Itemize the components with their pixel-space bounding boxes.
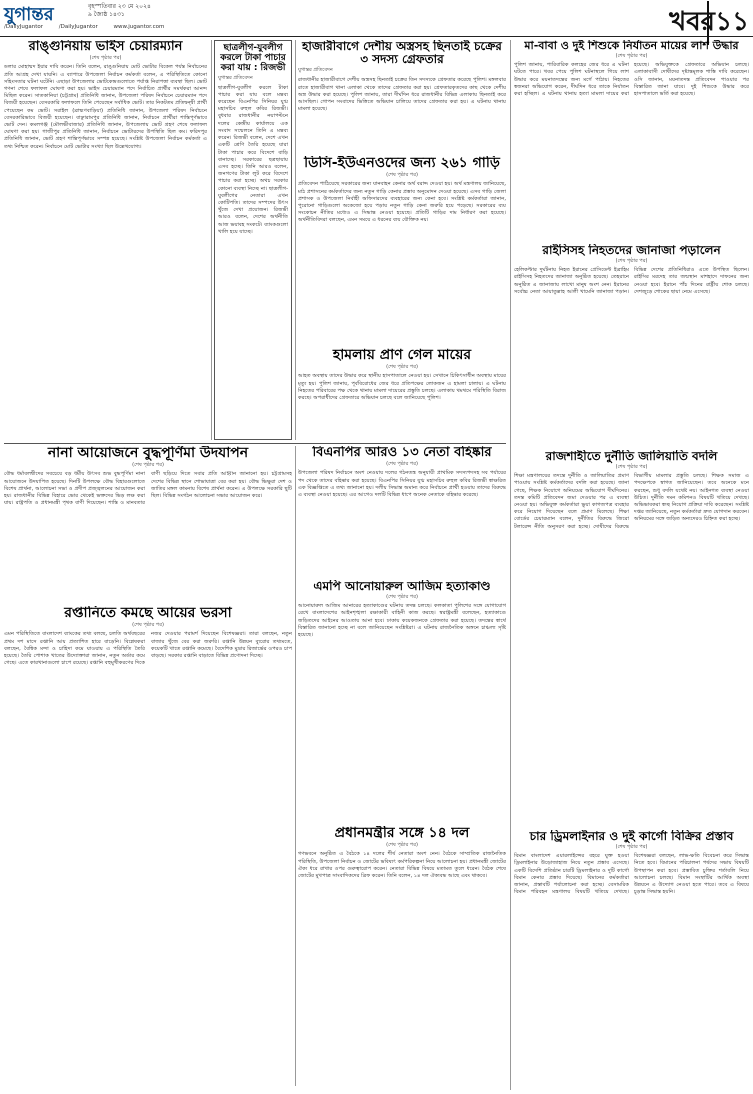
body: রাজধানীর হাজারীবাগে দেশীয় অস্ত্রসহ ছিনতাই চক্রের তিন সদস্যকে গ্রেফতার করেছে পুলিশ। মঙ্গলবার রাতে হাজারীবাগ থানা এলাকা থেকে তাদের গ্রেফতার করা হয়। গ্রেফতারকৃতদের কাছ থেকে দেশীয় অস্ত্র উদ্ধার করা হয়েছে। পুলিশ জানায়, তারা দীর্ঘদিন ধরে রাজধানীর বিভিন্ন এলাকায় ছিনতাই করে আসছিল। গোপন সংবাদের ভিত্তিতে অভিযান চালিয়ে তাদের গ্রেফতার করা হয়। এ ঘটনায় থানায় মামলা হয়েছে।: [298, 77, 506, 113]
headline: বিএনপির আরও ১৩ নেতা বহিষ্কার: [312, 446, 492, 460]
continuation: (শেষ পৃষ্ঠার পর): [386, 594, 418, 601]
column-rule: [510, 40, 511, 1090]
article-buddha-purnima: [4, 446, 292, 600]
body: আহত অবস্থায় তাদের উদ্ধার করে স্থানীয় হাসপাতালে নেওয়া হয়। সেখানে চিকিৎসাধীন অবস্থায় মায়ের মৃত্যু হয়। পুলিশ জানায়, পূর্ববিরোধের জের ধরে প্রতিপক্ষের লোকজন এ হামলা চালায়। এ ঘটনায় নিহতের পরিবারের পক্ষ থেকে থানায় মামলা দায়েরের প্রস্তুতি চলছে। এলাকায় থমথমে পরিস্থিতি বিরাজ করছে। অপরাধীদের গ্রেফতারে অভিযান চলছে বলে জানিয়েছে পুলিশ।: [298, 373, 506, 401]
article-chhatraleague: [214, 40, 292, 440]
column-rule: [295, 446, 296, 1086]
article-rangunia: [4, 40, 207, 440]
headline: নানা আয়োজনে বুদ্ধপূর্ণিমা উদযাপন: [47, 446, 249, 461]
headline: রাঙ্গুনিয়ায় ভাইস চেয়ারম্যান: [28, 40, 183, 54]
body: ছাত্রলীগ-যুবলীগ করলে টাকা পাচার করা যায় বলে মন্তব্য করেছেন বিএনপির সিনিয়র যুগ্ম মহাসচিব রুহুল কবির রিজভী। বুধবার রাজধানীর নয়াপল্টনে দলের কেন্দ্রীয় কার্যালয়ে এক সংবাদ সম্মেলনে তিনি এ মন্তব্য করেন। রিজভী বলেন, দেশে এখন একটি শ্রেণি তৈরি হয়েছে যারা টাকা পাচার করে বিদেশে বাড়ি বানাচ্ছে। সরকারের ছত্রছায়ায় এসব হচ্ছে। তিনি আরও বলেন, জনগণের টাকা লুট করে বিদেশে পাচার করা হচ্ছে। অথচ সরকার কোনো ব্যবস্থা নিচ্ছে না। ছাত্রলীগ-যুবলীগের নেতারা এখন কোটিপতি। তাদের সম্পদের উৎস খুঁজে দেখা প্রয়োজন। রিজভী আরও বলেন, দেশের অর্থনীতি আজ ভয়াবহ সংকটে। ব্যাংকগুলো খালি হয়ে যাচ্ছে।: [218, 84, 288, 235]
column-rule: [211, 40, 212, 440]
article-mp-azim: [298, 580, 506, 750]
headline: মা-বাবা ও দুই শিশুকে নির্যাতন মায়ের লাশ উদ্ধার: [524, 40, 739, 52]
headline: রাজশাহীতে দুর্নীতি জালিয়াতি বদলি: [545, 450, 718, 463]
column-rule: [295, 40, 296, 440]
body: এমন পরিস্থিতিতে বাংলাদেশ ব্যাংকের তথ্য বলছে, চলতি অর্থবছরের প্রথম দশ মাসে রপ্তানি আয় প্রত্যাশিত হারে বাড়েনি। বিশ্লেষকরা বলছেন, বৈশ্বিক মন্দা ও চাহিদা কমে যাওয়ায় এ পরিস্থিতি তৈরি হয়েছে। তৈরি পোশাক খাতের উদ্যোক্তারা জানান, নতুন অর্ডার কমে গেছে। এতে কারখানাগুলো চাপে রয়েছে। রপ্তানি বহুমুখীকরণের দিকে নজর দেওয়ার পরামর্শ দিয়েছেন বিশেষজ্ঞরা। তারা বলছেন, নতুন বাজার খুঁজে বের করা জরুরি। রপ্তানি উন্নয়ন ব্যুরোর তথ্যমতে, কয়েকটি খাতে রপ্তানি কমেছে। বৈদেশিক মুদ্রার রিজার্ভের ওপরও চাপ বাড়ছে। সরকার রপ্তানি বাড়াতে বিভিন্ন প্রণোদনা দিচ্ছে।: [4, 631, 292, 667]
body: শিক্ষা মন্ত্রণালয়ের তদন্তে দুর্নীতি ও জালিয়াতির প্রমাণ পাওয়ায় সংশ্লিষ্ট কর্মকর্তাদের বদলি করা হয়েছে। জানা গেছে, শিক্ষক নিয়োগে অনিয়মের অভিযোগ দীর্ঘদিনের। তদন্ত কমিটি প্রতিবেদন জমা দেওয়ার পর এ ব্যবস্থা নেওয়া হয়। অভিযুক্ত কর্মকর্তারা ভুয়া কাগজপত্র ব্যবহার করে নিয়োগ দিয়েছেন বলে প্রমাণ মিলেছে। শিক্ষা বোর্ডের চেয়ারম্যান বলেন, দুর্নীতির বিরুদ্ধে জিরো টলারেন্স নীতি অনুসরণ করা হচ্ছে। দোষীদের বিরুদ্ধে বিভাগীয় মামলার প্রস্তুতি চলছে। শিক্ষক সমাজ এ পদক্ষেপকে স্বাগত জানিয়েছেন। তবে অনেকে মনে করছেন, শুধু বদলি যথেষ্ট নয়। আইনগত ব্যবস্থা নেওয়া উচিত। দুর্নীতি দমন কমিশনও বিষয়টি খতিয়ে দেখছে। অভিভাবকরা স্বচ্ছ নিয়োগ প্রক্রিয়া দাবি করেছেন। সংশ্লিষ্ট দপ্তর জানিয়েছে, নতুন কর্মকর্তারা দ্রুত যোগদান করবেন। অনিয়মের সঙ্গে জড়িত অন্যদেরও চিহ্নিত করা হচ্ছে।: [514, 473, 749, 530]
continuation: (শেষ পৃষ্ঠার পর): [615, 258, 648, 265]
headline: চার ড্রিমলাইনার ও দুই কার্গো বিক্রির প্রস্তাব: [529, 830, 734, 843]
body: বিমান বাংলাদেশ এয়ারলাইন্সের বহরে যুক্ত হওয়া ড্রিমলাইনার উড়োজাহাজ নিয়ে নতুন প্রস্তাব এসেছে। একটি বিদেশি প্রতিষ্ঠান চারটি ড্রিমলাইনার ও দুটি কার্গো বিমান কেনার প্রস্তাব দিয়েছে। বিমানের কর্মকর্তারা জানান, প্রস্তাবটি পর্যালোচনা করা হচ্ছে। বেসামরিক বিমান পরিবহন মন্ত্রণালয় বিষয়টি খতিয়ে দেখছে। বিশেষজ্ঞরা বলছেন, লাভ-ক্ষতি বিবেচনা করে সিদ্ধান্ত নিতে হবে। বিমানের পরিচালনা পর্ষদের সভায় বিষয়টি উপস্থাপন করা হবে। প্রস্তাবিত চুক্তির শর্তাবলি নিয়ে আলোচনা চলছে। বিমান সংস্থাটির আর্থিক অবস্থা উন্নয়নে এ উদ্যোগ নেওয়া হতে পারে। তবে এ বিষয়ে চূড়ান্ত সিদ্ধান্ত হয়নি।: [514, 853, 749, 896]
article-dreamliner: [514, 830, 749, 1090]
headline: প্রধানমন্ত্রীর সঙ্গে ১৪ দল: [334, 826, 470, 841]
article-hamla: [298, 348, 506, 440]
article-bnp: [298, 446, 506, 576]
body: বৌদ্ধ ধর্মাবলম্বীদের সবচেয়ে বড় ধর্মীয় উৎসব শুভ বুদ্ধপূর্ণিমা নানা আয়োজনে উদযাপিত হয়েছে। দিনটি উপলক্ষে বৌদ্ধ বিহারগুলোতে বিশেষ প্রার্থনা, আলোচনা সভা ও প্রদীপ প্রজ্জ্বলনের আয়োজন করা হয়। রাজধানীর বিভিন্ন বিহারে ভোর থেকেই ভক্তদের ভিড় লক্ষ করা যায়। রাষ্ট্রপতি ও প্রধানমন্ত্রী পৃথক বাণী দিয়েছেন। শান্তি ও মানবতার বাণী ছড়িয়ে দিতে সবার প্রতি আহ্বান জানানো হয়। চট্টগ্রামসহ দেশের বিভিন্ন স্থানে শোভাযাত্রা বের করা হয়। বৌদ্ধ ভিক্ষুরা দেশ ও জাতির মঙ্গল কামনায় বিশেষ প্রার্থনা করেন। এ উপলক্ষে সরকারি ছুটি ছিল। বিভিন্ন সংগঠন আলোচনা সভার আয়োজন করে।: [4, 471, 292, 507]
dateline: [88, 3, 151, 19]
divider: [4, 443, 506, 444]
headline: রপ্তানিতে কমছে আয়ের ভরসা: [64, 606, 232, 621]
article-hazaribagh: [298, 40, 506, 150]
headline: এমপি আনোয়ারুল আজিম হত্যাকাণ্ড: [313, 580, 491, 593]
section-title: খবর: [669, 7, 715, 37]
newspaper-logo: যুগান্তর: [4, 4, 54, 25]
page-number: ১১: [707, 1, 749, 45]
headline: হাজারীবাগে দেশীয় অস্ত্রসহ ছিনতাই চক্রের ৩ সদস্য গ্রেফতার: [302, 40, 502, 67]
social-links: [4, 24, 178, 30]
body: পুলিশ জানায়, পারিবারিক কলহের জের ধরে এ ঘটনা ঘটতে পারে। খবর পেয়ে পুলিশ ঘটনাস্থলে গিয়ে লাশ উদ্ধার করে ময়নাতদন্তের জন্য মর্গে পাঠায়। নিহতের স্বজনরা অভিযোগ করেন, দীর্ঘদিন ধরে তাকে নির্যাতন করা হচ্ছিল। এ ঘটনায় থানায় হত্যা মামলা দায়ের করা হয়েছে। অভিযুক্তকে গ্রেফতারে অভিযান চলছে। এলাকাবাসী দোষীদের দৃষ্টান্তমূলক শাস্তি দাবি করেছেন। ওসি জানান, ময়নাতদন্ত প্রতিবেদন পাওয়ার পর বিস্তারিত জানা যাবে। দুই শিশুকে উদ্ধার করে হাসপাতালে ভর্তি করা হয়েছে।: [514, 62, 749, 97]
headline: ডিসি-ইউএনওদের জন্য ২৬১ গাড়ি: [304, 156, 500, 171]
continuation: (শেষ পৃষ্ঠার পর): [386, 461, 418, 468]
headline: ছাত্রলীগ-যুবলীগ করলে টাকা পাচার করা যায় : রিজভী: [220, 43, 286, 73]
continuation: (শেষ পৃষ্ঠার পর): [615, 53, 648, 60]
continuation: (শেষ পৃষ্ঠার পর): [132, 462, 164, 469]
article-pm-14-party: [298, 826, 506, 1090]
continuation: (শেষ পৃষ্ঠার পর): [615, 464, 648, 471]
body: আনোয়ারুল আজিম আনারের হত্যাকাণ্ডের ঘটনায় তদন্ত চলছে। কলকাতা পুলিশের সঙ্গে যোগাযোগ রেখে বাংলাদেশের আইনশৃঙ্খলা রক্ষাকারী বাহিনী কাজ করছে। স্বরাষ্ট্রমন্ত্রী বলেছেন, হত্যাকাণ্ডে জড়িতদের আইনের আওতায় আনা হবে। ঢাকায় কয়েকজনকে গ্রেফতার করা হয়েছে। তদন্তের স্বার্থে বিস্তারিত জানানো হচ্ছে না বলে জানিয়েছেন সংশ্লিষ্টরা। এ ঘটনায় রাজনৈতিক অঙ্গনে চাঞ্চল্য সৃষ্টি হয়েছে।: [298, 603, 506, 638]
article-rajshahi-corruption: [514, 450, 749, 826]
continuation: (শেষ পৃষ্ঠার পর): [386, 364, 418, 371]
continuation: (শেষ পৃষ্ঠার পর): [89, 55, 122, 62]
continuation: (শেষ পৃষ্ঠার পর): [386, 172, 418, 179]
date-bn-2: ৯ জ্যৈষ্ঠ ১৪৩১: [88, 11, 125, 18]
twitter-link[interactable]: /DailyJugantor: [58, 24, 98, 30]
continuation: (শেষ পৃষ্ঠার পর): [615, 844, 648, 851]
facebook-link[interactable]: /DailyJugantor: [4, 24, 44, 30]
body: গণভবনে অনুষ্ঠিত এ বৈঠকে ১৪ দলের শীর্ষ নেতারা অংশ নেন। বৈঠকে সাম্প্রতিক রাজনৈতিক পরিস্থিতি, উপজেলা নির্বাচন ও জোটের ভবিষ্যৎ কর্মপরিকল্পনা নিয়ে আলোচনা হয়। প্রধানমন্ত্রী জোটের ঐক্য ধরে রাখার ওপর গুরুত্বারোপ করেন। নেতারা বিভিন্ন বিষয়ে মতামত তুলে ধরেন। বৈঠক শেষে জোটের মুখপাত্র সাংবাদিকদের ব্রিফ করেন। তিনি বলেন, ১৪ দল ঐক্যবদ্ধ আছে এবং থাকবে।: [298, 851, 506, 879]
article-raisi-funeral: [514, 244, 749, 444]
masthead: [0, 0, 753, 37]
body: উপজেলা পরিষদ নির্বাচনে অংশ নেওয়ায় দলের গঠনতন্ত্র অনুযায়ী প্রাথমিক সদস্যপদসহ সব পর্যায়ের পদ থেকে তাদের বহিষ্কার করা হয়েছে। বিএনপির সিনিয়র যুগ্ম মহাসচিব রুহুল কবির রিজভী স্বাক্ষরিত এক বিজ্ঞপ্তিতে এ তথ্য জানানো হয়। দলীয় সিদ্ধান্ত অমান্য করে নির্বাচনে প্রার্থী হওয়ায় তাদের বিরুদ্ধে এ ব্যবস্থা নেওয়া হয়েছে। এর আগেও দলটি বিভিন্ন ধাপে অনেক নেতাকে বহিষ্কার করেছে।: [298, 470, 506, 498]
continuation: (শেষ পৃষ্ঠার পর): [386, 842, 418, 849]
byline: যুগান্তর প্রতিবেদন: [218, 74, 253, 81]
website-link[interactable]: www.jugantor.com: [113, 24, 165, 30]
article-export: [4, 606, 292, 1090]
article-dc-uno-cars: [298, 156, 506, 342]
body: হেলিকপ্টার দুর্ঘটনায় নিহত ইরানের প্রেসিডেন্ট ইব্রাহিম রাইসিসহ নিহতদের জানাজা অনুষ্ঠিত হয়েছে। তেহরানে অনুষ্ঠিত এ জানাজায় লাখো মানুষ অংশ নেন। ইরানের সর্বোচ্চ নেতা আয়াতুল্লাহ আলী খামেনি জানাজা পড়ান। বিভিন্ন দেশের প্রতিনিধিরাও এতে উপস্থিত ছিলেন। রাইসির মরদেহ তার জন্মস্থান মাশহাদে দাফনের জন্য নেওয়া হবে। ইরানে পাঁচ দিনের রাষ্ট্রীয় শোক চলছে। দেশজুড়ে শোকের ছায়া নেমে এসেছে।: [514, 267, 749, 295]
article-mother-body-recovered: [514, 40, 749, 240]
byline: যুগান্তর প্রতিবেদন: [298, 67, 333, 74]
headline: রাইসিসহ নিহতদের জানাজা পড়ালেন: [542, 244, 721, 257]
body: প্রতিবেদন পাঠিয়েছে সরকারের জন্য যানবাহন কেনার অর্থ বরাদ্দ দেওয়া হয়। অর্থ মন্ত্রণালয় জানিয়েছে, মাঠ প্রশাসনের কর্মকর্তাদের জন্য নতুন গাড়ি কেনার প্রস্তাব অনুমোদন দেওয়া হয়েছে। এসব গাড়ি জেলা প্রশাসক ও উপজেলা নির্বাহী অফিসারদের ব্যবহারের জন্য কেনা হবে। সংশ্লিষ্ট কর্মকর্তারা জানান, পুরোনো গাড়িগুলো অকেজো হয়ে পড়ায় নতুন গাড়ি কেনা জরুরি হয়ে পড়েছে। সরকারের ব্যয় সংকোচন নীতির মধ্যেও এ সিদ্ধান্ত নেওয়া হয়েছে। প্রতিটি গাড়ির দাম নির্ধারণ করা হয়েছে। অর্থনীতিবিদরা বলছেন, এমন সময়ে এ ধরনের ব্যয় যৌক্তিক নয়।: [298, 181, 506, 224]
headline: হামলায় প্রাণ গেল মায়ের: [332, 348, 472, 363]
date-bn: বৃহস্পতিবার ২৩ মে ২০২৪: [88, 3, 151, 10]
body: ডলার মোহাম্মদ ইয়ার দাবি করেন। তিনি বলেন, রাঙ্গুনিয়ায় মোট ভোটার বিকেল পর্যন্ত নির্বাচনের প্রতি আগ্রহ দেখা যায়নি। এ ব্যাপারে উপজেলা নির্বাচন কর্মকর্তা বলেন, এ পরিস্থিতিতে কোনো সহিংসতার ঘটনা ঘটেনি। এছাড়া উপজেলার ভোটকেন্দ্রগুলোতে পর্যাপ্ত নিরাপত্তা ব্যবস্থা ছিল। ভোট গণনা শেষে ফলাফল ঘোষণা করা হয়। ভাইস চেয়ারম্যান পদে নির্বাচিত প্রার্থীর সমর্থকরা আনন্দ মিছিল করেন। সাতকানিয়া (চট্টগ্রাম) প্রতিনিধি জানান, উপজেলা পরিষদ নির্বাচনে চেয়ারম্যান পদে বিজয়ী হয়েছেন। বেসরকারি ফলাফলে তিনি পেয়েছেন সর্বাধিক ভোট। তার নিকটতম প্রতিদ্বন্দ্বী প্রার্থী পেয়েছেন কম ভোট। সরাইল (ব্রাহ্মণবাড়িয়া) প্রতিনিধি জানান, উপজেলা পরিষদ নির্বাচনে বেসরকারিভাবে বিজয়ী হয়েছেন। বাঞ্ছারামপুর প্রতিনিধি জানান, নির্বাচনে প্রার্থীরা শান্তিপূর্ণভাবে ভোট দেন। কমলগঞ্জ (মৌলভীবাজার) প্রতিনিধি জানান, উপজেলায় ভোট গ্রহণ শেষে ফলাফল ঘোষণা করা হয়। গাজীপুর প্রতিনিধি জানান, নির্বাচনে ভোটারদের উপস্থিতি ছিল কম। ফরিদপুর প্রতিনিধি জানান, ভোট গ্রহণ শান্তিপূর্ণভাবে সম্পন্ন হয়েছে। সংশ্লিষ্ট উপজেলা নির্বাচন কর্মকর্তা এ তথ্য নিশ্চিত করেন। নির্বাচনে মোট ভোটার সংখ্যা ছিল উল্লেখযোগ্য।: [4, 64, 207, 150]
continuation: (শেষ পৃষ্ঠার পর): [132, 622, 164, 629]
